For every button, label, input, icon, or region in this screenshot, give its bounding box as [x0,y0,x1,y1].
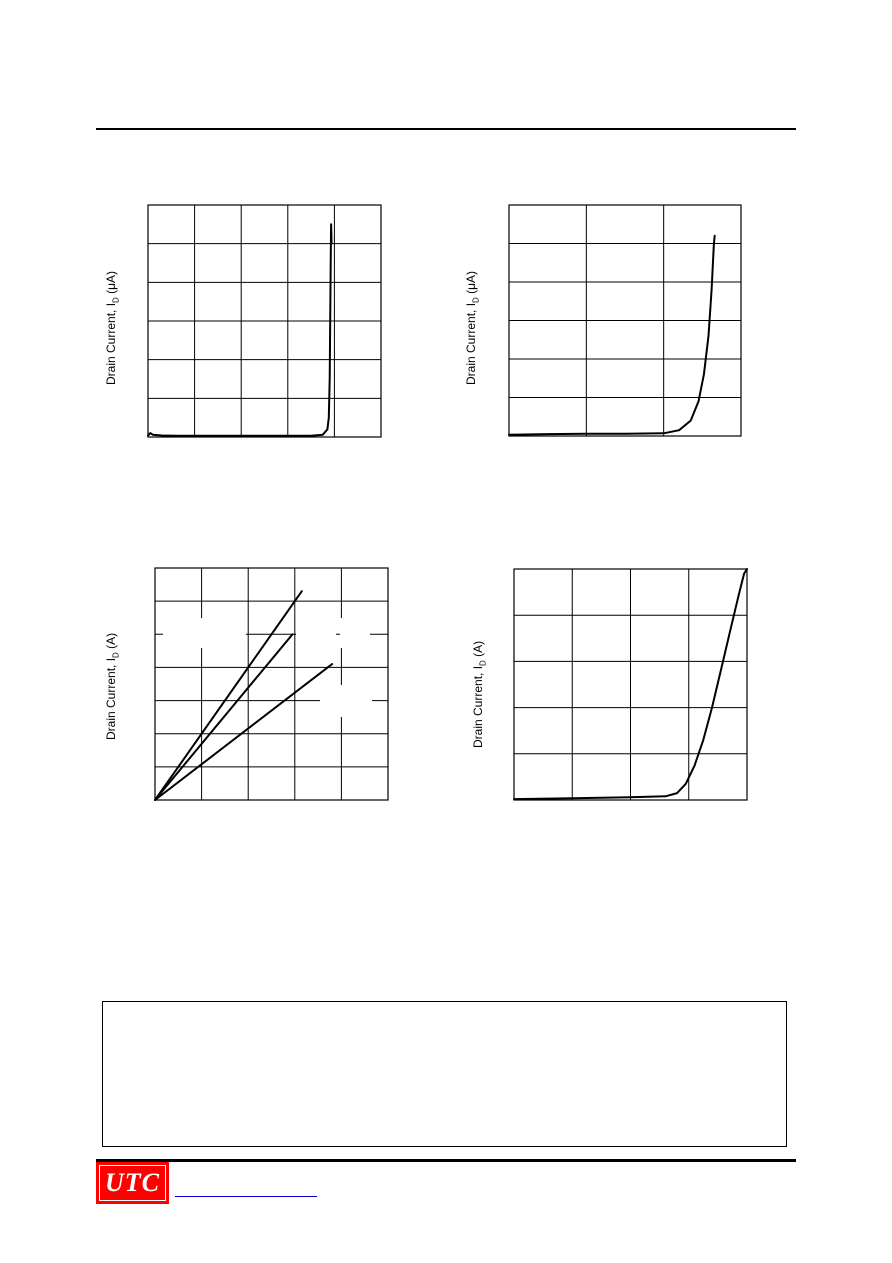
chart-3-y-axis-label: Drain Current, $I_D$ (A) [104,632,121,740]
utc-logo-text: UTC [105,1168,160,1197]
chart-2-y-axis-label: Drain Current, $I_D$ (μA) [464,270,481,385]
utc-logo-frame [99,1165,166,1201]
footer-website-link[interactable] [175,1196,317,1197]
footer-rule [96,1159,796,1162]
chart-1-y-axis-label: Drain Current, $I_D$ (μA) [104,270,121,385]
chart-3-series-3-line [155,664,332,800]
chart-4-y-axis-label: Drain Current, $I_D$ (A) [471,640,488,748]
chart-2-series-1-line [509,236,715,435]
chart-1-series-1-line [148,224,332,435]
chart-3-label-mask [340,618,370,648]
utc-logo [96,1162,169,1204]
chart-3-label-mask [296,618,336,648]
chart-3-plot-frame [155,568,388,800]
chart-3-label-mask [320,685,372,717]
notice-box [102,1001,787,1147]
chart-3-label-mask [206,618,246,648]
chart-3-series-2-line [155,634,293,800]
